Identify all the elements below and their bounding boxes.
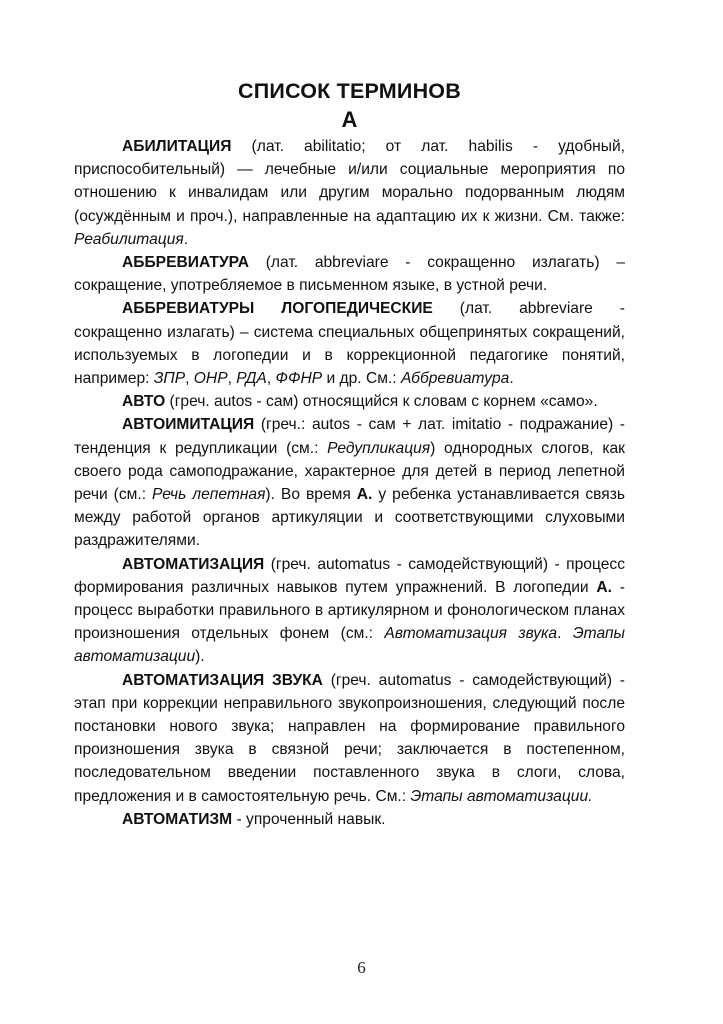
page-title: СПИСОК ТЕРМИНОВ — [238, 79, 461, 103]
entry-term: АВТО — [122, 393, 166, 411]
section-letter: А — [341, 107, 358, 132]
cross-reference: Реабилитация — [74, 230, 184, 248]
cross-reference: Редупликация — [327, 439, 431, 457]
entry-abbreviatura: АББРЕВИАТУРА (лат. abbreviare - сокращенно излагать) – сокращение, употребляемое в письменном языке, в устной речи. — [74, 254, 625, 295]
entry-avtomatizm: АВТОМАТИЗМ - упроченный навык. — [122, 810, 386, 828]
entry-term: АВТОМАТИЗМ — [122, 810, 233, 828]
entry-avto: АВТО (греч. autos - сам) относящийся к словам с корнем «само». — [122, 393, 598, 411]
entry-abilitaciya: АБИЛИТАЦИЯ (лат. abilitatio; от лат. habilis - удобный, приспособительный) — лечебные и/или социальные мероприятия по отношению к инвалидам или другим морально подорванным людям (осуждённым и проч.), направленные на адаптацию их к жизни. См. также: Реабилитация. — [74, 138, 625, 248]
page-content — [74, 76, 625, 831]
entry-term: АВТОМАТИЗАЦИЯ — [122, 555, 265, 573]
entry-term: АБИЛИТАЦИЯ — [122, 138, 232, 155]
entry-avtomatizaciya-zvuka: АВТОМАТИЗАЦИЯ ЗВУКА (греч. automatus - самодействующий) - этап при коррекции неправильного звукопроизношения, следующий после постановки нового звука; направлен на формирование правильного произношения звука в связной речи; заключается в постепенном, последовательном введении поставленного звука в слоги, слова, предложения и в самостоятельную речь. См.: Этапы автоматизации. — [74, 671, 625, 805]
cross-reference: Этапы автоматизации — [74, 625, 625, 666]
cross-reference: Речь лепетная — [152, 486, 266, 504]
entry-avtoimitaciya: АВТОИМИТАЦИЯ (греч.: autos - сам + лат. imitatio - подражание) - тенденция к редупликации (см.: Редупликация) однородных слогов, как своего рода самоподражание, характерное для детей в период лепетной речи (см.: Речь лепетная). Во время А. у ребенка устанавливается связь между работой органов артикуляции и соответствующими слуховыми раздражителями. — [74, 416, 626, 550]
cross-reference: Аббревиатура — [400, 370, 510, 388]
cross-reference: Автоматизация звука — [384, 625, 558, 643]
entry-term: АББРЕВИАТУРА — [122, 254, 249, 272]
entry-term: АВТОИМИТАЦИЯ — [122, 416, 255, 434]
entry-term: АВТОМАТИЗАЦИЯ ЗВУКА — [122, 671, 323, 689]
cross-reference: Этапы автоматизации. — [410, 787, 593, 805]
page-number: 6 — [357, 958, 366, 977]
entry-avtomatizaciya: АВТОМАТИЗАЦИЯ (греч. automatus - самодействующий) - процесс формирования различных навыков путем упражнений. В логопедии А. - процесс выработки правильного в артикулярном и фонологическом планах произношения отдельных фонем (см.: Автоматизация звука. Этапы автоматизации). — [74, 555, 625, 666]
entry-term: АББРЕВИАТУРЫ ЛОГОПЕДИЧЕСКИЕ — [122, 300, 433, 318]
entry-abbreviatury-logopedicheskie: АББРЕВИАТУРЫ ЛОГОПЕДИЧЕСКИЕ (лат. abbreviare - сокращенно излагать) – система специальных общепринятых сокращений, используемых в логопедии и в коррекционной педагогике понятий, например: ЗПР, ОНР, РДА, ФФНР и др. См.: Аббревиатура. — [74, 300, 625, 388]
